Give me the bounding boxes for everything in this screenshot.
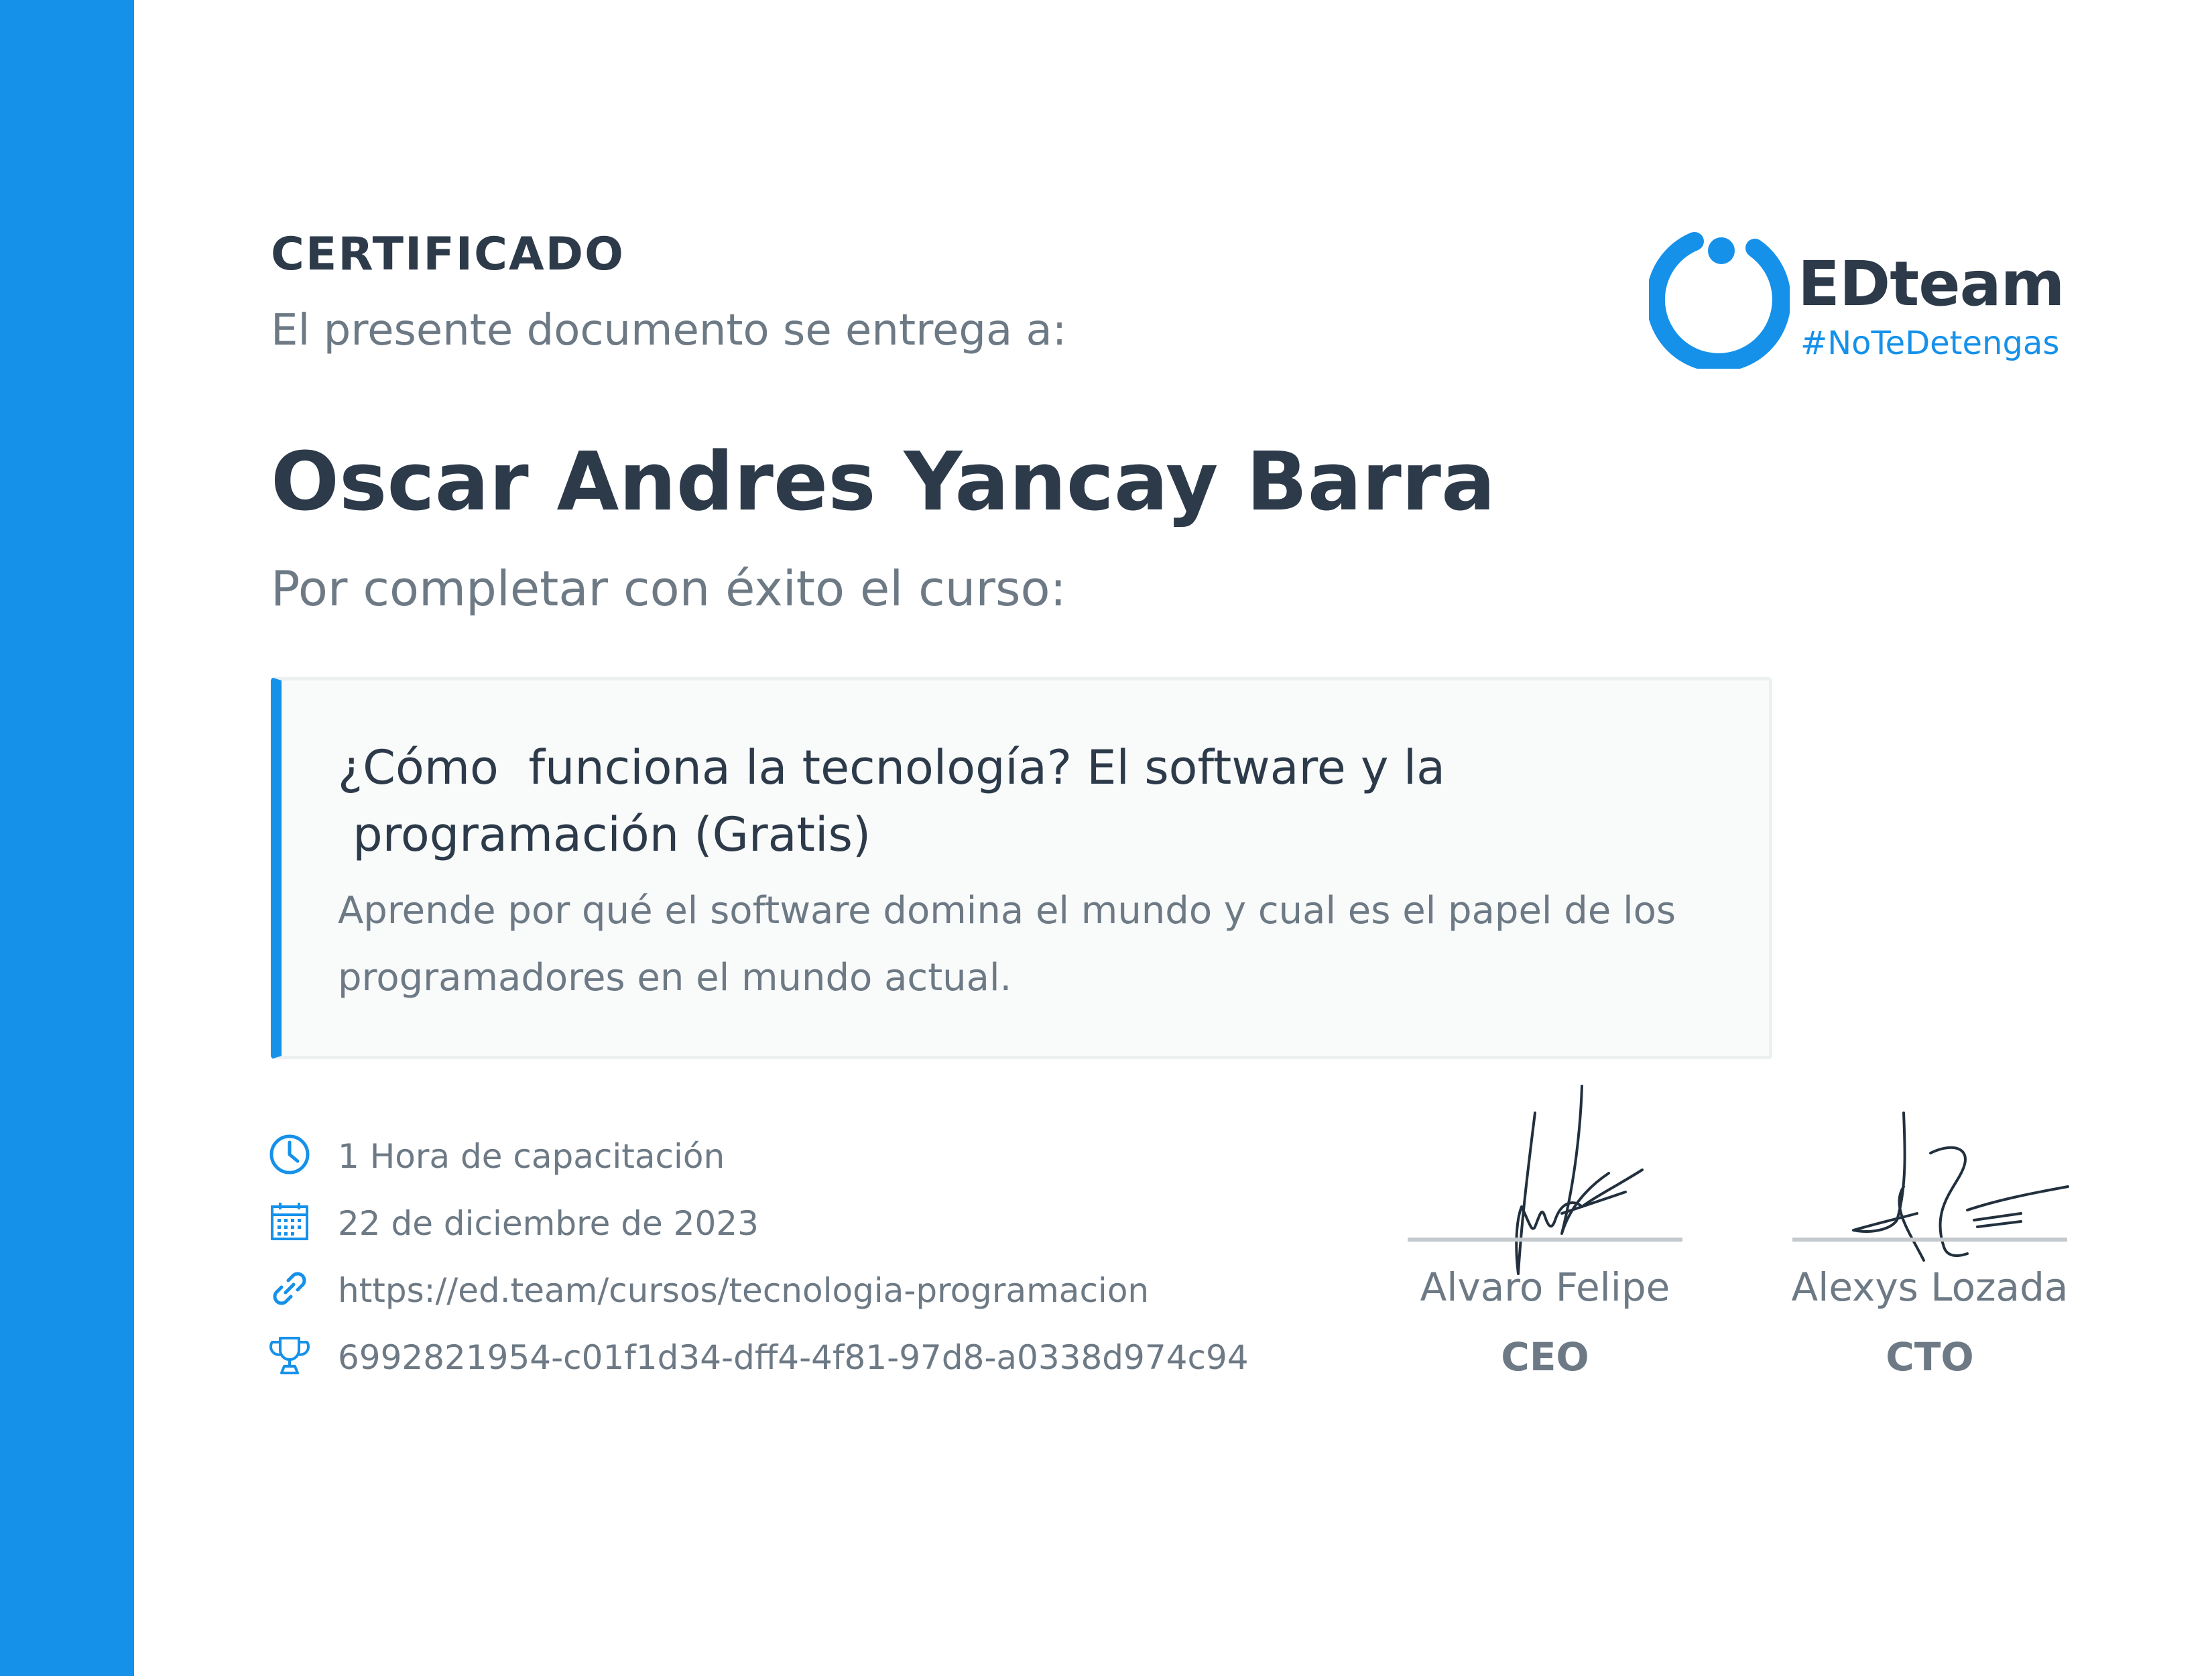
signer-name: Alvaro Felipe	[1420, 1264, 1670, 1310]
logo-brand: EDteam	[1798, 248, 2065, 320]
date-row	[268, 1200, 1475, 1254]
calendar-icon	[268, 1200, 311, 1243]
signer-name: Alexys Lozada	[1791, 1264, 2069, 1310]
certificate-title: CERTIFICADO	[271, 228, 625, 281]
signer-role: CTO	[1886, 1334, 1974, 1380]
edteam-logo	[1649, 228, 2105, 369]
course-title-line-2: programación (Gratis)	[338, 807, 871, 862]
certificate-subtitle: El presente documento se entrega a:	[271, 306, 1067, 355]
clock-icon	[268, 1133, 311, 1176]
course-title-line-1: ¿Cómo funciona la tecnología? El software y la	[338, 740, 1446, 795]
duration-text: 1 Hora de capacitación	[338, 1137, 725, 1176]
logo-tagline: #NoTeDetengas	[1800, 324, 2060, 362]
signature-line	[1408, 1238, 1682, 1242]
logo-ring-icon	[1649, 228, 1790, 369]
course-description: Aprende por qué el software domina el mundo y cual es el papel de los programadores en el mundo actual.	[338, 889, 1676, 1000]
trophy-icon	[268, 1334, 311, 1377]
date-text: 22 de diciembre de 2023	[338, 1204, 759, 1243]
course-url[interactable]: https://ed.team/cursos/tecnologia-programacion	[338, 1271, 1150, 1310]
student-name: Oscar Andres Yancay Barra	[271, 436, 1495, 529]
certificate-code: 6992821954-c01f1d34-dff4-4f81-97d8-a0338d974c94	[338, 1338, 1249, 1377]
completed-label: Por completar con éxito el curso:	[271, 560, 1066, 617]
link-icon	[268, 1267, 311, 1310]
code-row	[268, 1334, 1475, 1388]
course-title	[338, 734, 1678, 868]
url-row[interactable]	[268, 1267, 1475, 1321]
signature-line	[1792, 1238, 2067, 1242]
left-accent-bar	[0, 0, 134, 1676]
signature-alexys-lozada	[1850, 1106, 2071, 1274]
duration-row	[268, 1133, 1475, 1187]
signature-alvaro-felipe	[1481, 1073, 1656, 1287]
course-card	[271, 677, 1772, 1059]
signer-role: CEO	[1501, 1334, 1589, 1380]
